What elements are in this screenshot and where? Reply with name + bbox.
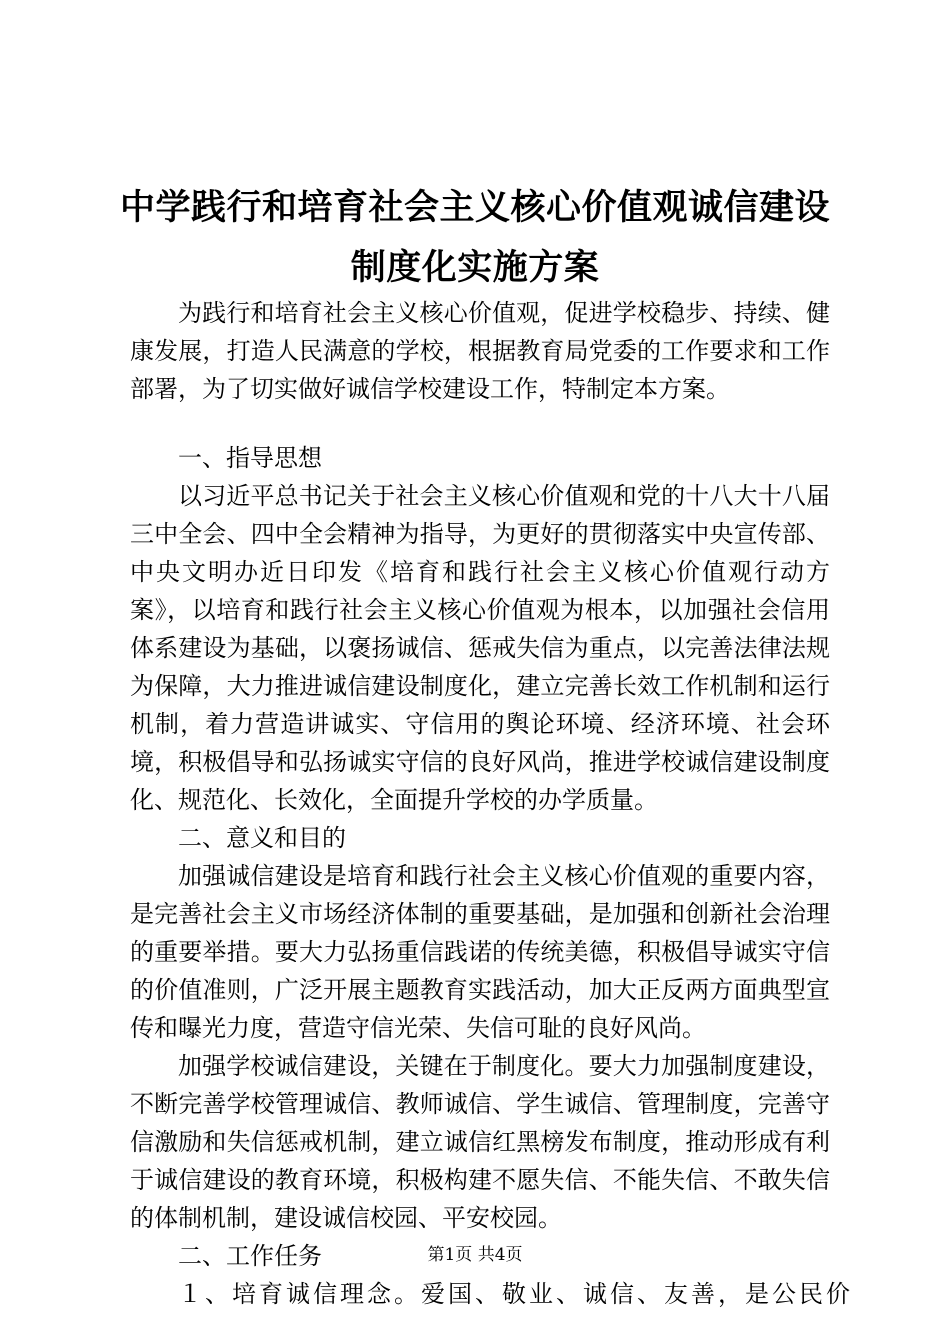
paragraph-gap — [130, 408, 830, 439]
work-task-item-1: １、培育诚信理念。爱国、敬业、诚信、友善，是公民价 — [178, 1280, 853, 1308]
document-title-line2: 制度化实施方案 — [350, 247, 600, 288]
document-title-line1: 中学践行和培育社会主义核心价值观诚信建设 — [120, 187, 831, 228]
document-body — [130, 294, 853, 1313]
significance-paragraph-2: 加强学校诚信建设，关键在于制度化。要大力加强制度建设，不断完善学校管理诚信、教师诚信、学生诚信、管理制度，完善守信激励和失信惩戒机制，建立诚信红黑榜发布制度，推动形成有利于诚信建设的教育环境，积极构建不愿失信、不能失信、不敢失信的体制机制，建设诚信校园、平安校园。 — [130, 1052, 830, 1232]
section-heading-guiding-ideology: 一、指导思想 — [178, 444, 322, 472]
significance-paragraph-1: 加强诚信建设是培育和践行社会主义核心价值观的重要内容，是完善社会主义市场经济体制的重要基础，是加强和创新社会治理的重要举措。要大力弘扬重信践诺的传统美德，积极倡导诚实守信的价值准则，广泛开展主题教育实践活动，加大正反两方面典型宣传和曝光力度，营造守信光荣、失信可耻的良好风尚。 — [130, 862, 830, 1042]
intro-paragraph: 为践行和培育社会主义核心价值观，促进学校稳步、持续、健康发展，打造人民满意的学校，根据教育局党委的工作要求和工作部署，为了切实做好诚信学校建设工作，特制定本方案。 — [130, 299, 830, 403]
page-footer: 第1页 共4页 — [427, 1245, 523, 1265]
section-heading-significance: 二、意义和目的 — [178, 824, 346, 852]
guiding-ideology-paragraph: 以习近平总书记关于社会主义核心价值观和党的十八大十八届三中全会、四中全会精神为指导，为更好的贯彻落实中央宣传部、中央文明办近日印发《培育和践行社会主义核心价值观行动方案》，以培育和践行社会主义核心价值观为根本，以加强社会信用体系建设为基础，以褒扬诚信、惩戒失信为重点，以完善法律法规为保障，大力推进诚信建设制度化，建立完善长效工作机制和运行机制，着力营造讲诚实、守信用的舆论环境、经济环境、社会环境，积极倡导和弘扬诚实守信的良好风尚，推进学校诚信建设制度化、规范化、长效化，全面提升学校的办学质量。 — [130, 482, 830, 814]
section-heading-work-tasks: 二、工作任务 — [178, 1242, 322, 1270]
